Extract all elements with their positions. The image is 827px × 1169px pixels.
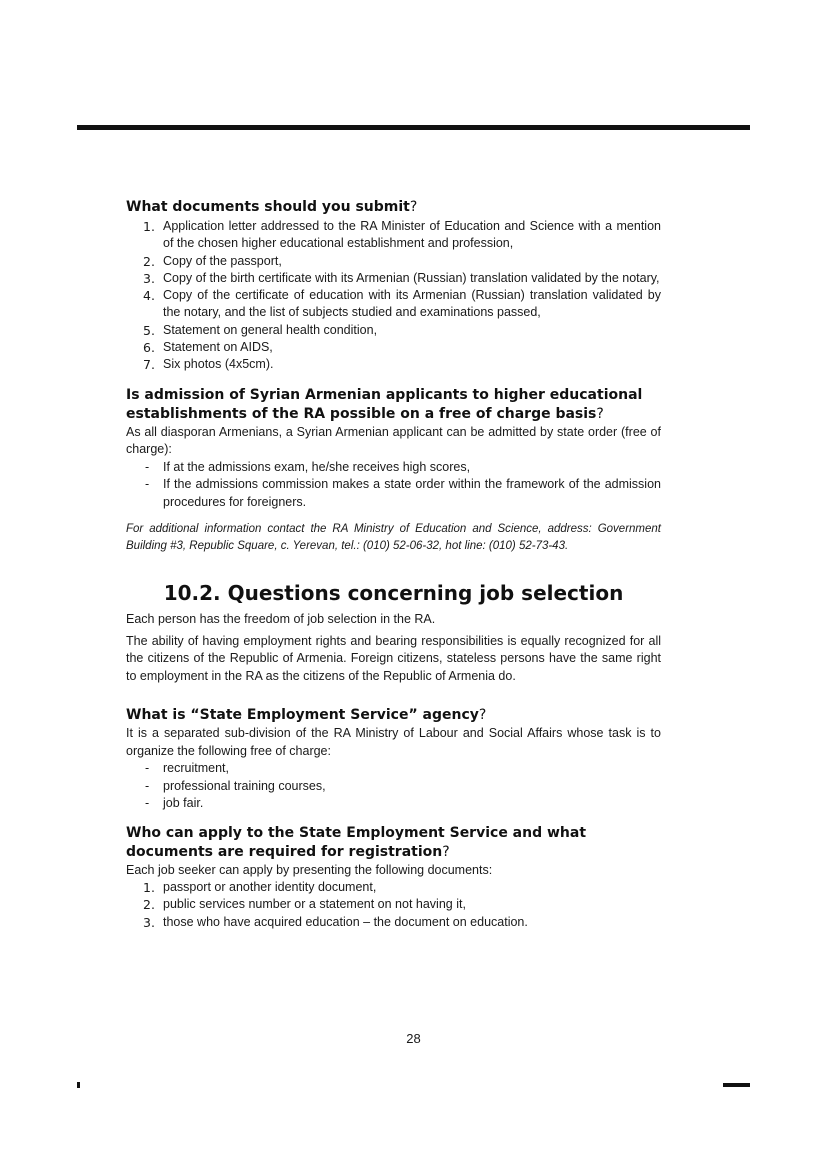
section-heading: Is admission of Syrian Armenian applicants to higher educational establishments of the RA possible on a free of charge basis? — [126, 386, 643, 422]
section-heading: Who can apply to the State Employment Service and what documents are required for registration? — [126, 824, 587, 860]
section-documents — [126, 198, 661, 374]
section-title: 10.2. Questions concerning job selection — [163, 581, 624, 606]
list-item: 6. Statement on AIDS, — [143, 340, 273, 356]
list-item: 2. public services number or a statement on not having it, — [143, 897, 466, 913]
agency-intro: It is a separated sub-division of the RA Ministry of Labour and Social Affairs whose task is to organize the following free of charge: — [126, 726, 661, 758]
list-item: 4. Copy of the certificate of education with its Armenian (Russian) translation validated by the notary, and the list of subjects studied and examinations passed, — [143, 288, 661, 320]
list-item: - professional training courses, — [145, 778, 326, 793]
list-item: - If the admissions commission makes a state order within the framework of the admission procedures for foreigners. — [145, 477, 661, 509]
section-heading: What documents should you submit? — [126, 199, 418, 215]
crop-mark-left — [77, 1082, 80, 1088]
section-apply — [126, 824, 661, 931]
list-item: 5. Statement on general health condition, — [143, 322, 378, 338]
list-item: - job fair. — [145, 796, 204, 811]
admission-intro: As all diasporan Armenians, a Syrian Armenian applicant can be admitted by state order (free of charge): — [126, 424, 661, 457]
section-heading: What is “State Employment Service” agency? — [126, 707, 487, 724]
agency-list — [126, 760, 661, 813]
list-item: 1. Application letter addressed to the RA Minister of Education and Science with a mention of the chosen higher educational establishment and profession, — [143, 219, 661, 251]
contact-note: For additional information contact the RA Ministry of Education and Science, address: Government Building #3, Republic Square, c. Yerevan, tel.: (010) 52-06-32, hot line: (010) 52-73-43. — [126, 523, 661, 553]
section-job-selection — [126, 580, 661, 685]
apply-intro: Each job seeker can apply by presenting the following documents: — [126, 862, 493, 877]
admission-list — [126, 459, 661, 512]
list-item: - If at the admissions exam, he/she receives high scores, — [145, 459, 471, 474]
apply-list — [126, 879, 661, 931]
crop-mark-right — [723, 1083, 750, 1087]
list-item: 1. passport or another identity document, — [143, 880, 377, 896]
list-item: - recruitment, — [145, 761, 229, 776]
section-admission — [126, 386, 661, 512]
documents-list — [126, 218, 661, 374]
job-para-1: Each person has the freedom of job selection in the RA. — [126, 612, 436, 627]
list-item: 2. Copy of the passport, — [143, 253, 282, 269]
list-item: 3. those who have acquired education – the document on education. — [143, 914, 528, 930]
list-item: 3. Copy of the birth certificate with its Armenian (Russian) translation validated by the notary, — [143, 270, 660, 286]
page-content — [126, 198, 661, 931]
list-item: 7. Six photos (4x5cm). — [143, 357, 274, 373]
top-rule — [77, 125, 750, 130]
page-number: 28 — [406, 1031, 421, 1046]
section-agency — [126, 706, 661, 813]
job-para-2: The ability of having employment rights and bearing responsibilities is equally recognized for all the citizens of the Republic of Armenia. Foreign citizens, stateless persons have the same right to employment in the RA as the citizens of the Republic of Armenia do. — [126, 633, 661, 683]
